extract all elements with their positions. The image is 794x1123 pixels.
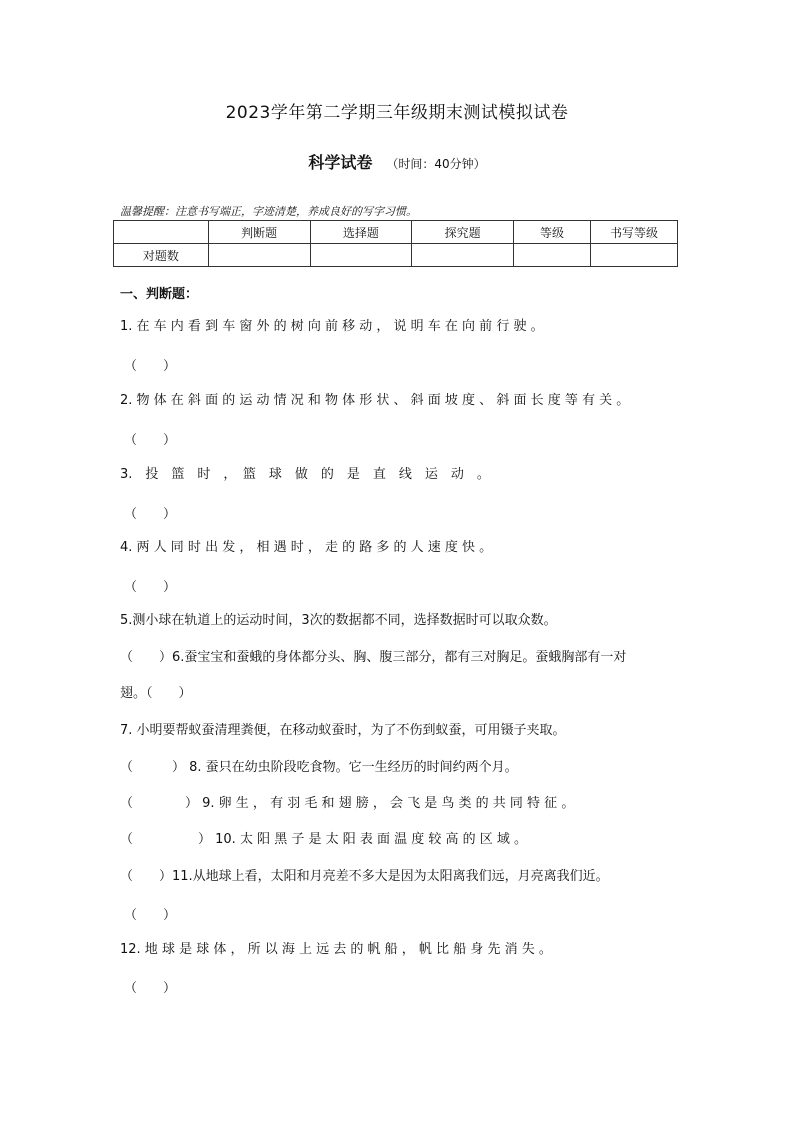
question-11: （ ）11.从地球上看，太阳和月亮差不多大是因为太阳离我们远，月亮离我们近。	[120, 869, 609, 884]
score-cell[interactable]	[412, 244, 514, 267]
question-8: （ ） 8. 蚕只在幼虫阶段吃食物。它一生经历的时间约两个月。	[120, 760, 518, 775]
question-12: 12. 地 球 是 球 体 ， 所 以 海 上 远 去 的 帆 船 ， 帆 比 船 身 先 消 失 。	[120, 942, 552, 957]
question-7: 7. 小明要帮蚁蚕清理粪便，在移动蚁蚕时，为了不伤到蚁蚕，可用镊子夹取。	[120, 723, 566, 738]
answer-blank[interactable]: （ ）	[124, 908, 177, 923]
score-table-header-cell: 探究题	[412, 221, 514, 244]
question-4: 4. 两 人 同 时 出 发 ， 相 遇 时 ， 走 的 路 多 的 人 速 度 快 。	[120, 540, 493, 555]
answer-blank[interactable]: （ ）	[124, 507, 177, 522]
subject-title: 科学试卷	[308, 153, 373, 172]
score-cell[interactable]	[310, 244, 412, 267]
question-3: 3. 投 篮 时 ， 篮 球 做 的 是 直 线 运 动 。	[120, 467, 490, 482]
score-table-header-cell: 书写等级	[591, 221, 678, 244]
question-6: （ ）6.蚕宝宝和蚕蛾的身体都分头、胸、腹三部分，都有三对胸足。蚕蛾胸部有一对	[120, 650, 627, 665]
score-table	[113, 220, 678, 267]
writing-tip: 温馨提醒：注意书写端正，字迹清楚，养成良好的写字习惯。	[120, 205, 417, 218]
score-table-header-cell: 等级	[513, 221, 590, 244]
question-5: 5.测小球在轨道上的运动时间，3次的数据都不同，选择数据时可以取众数。	[120, 613, 557, 628]
score-table-header-cell: 选择题	[310, 221, 412, 244]
score-table-corner-cell	[114, 221, 209, 244]
score-table-row	[114, 244, 678, 267]
question-2: 2. 物 体 在 斜 面 的 运 动 情 况 和 物 体 形 状 、 斜 面 坡 度 、 斜 面 长 度 等 有 关 。	[120, 393, 630, 408]
question-10: （ ） 10. 太 阳 黑 子 是 太 阳 表 面 温 度 较 高 的 区 域 。	[120, 832, 528, 847]
answer-blank[interactable]: （ ）	[124, 433, 177, 448]
score-table-header-cell: 判断题	[208, 221, 310, 244]
question-9: （ ） 9. 卵 生 ， 有 羽 毛 和 翅 膀 ， 会 飞 是 鸟 类 的 共 同 特 征 。	[120, 796, 575, 811]
section-title: 一、判断题：	[120, 287, 199, 302]
subtitle	[0, 150, 794, 173]
score-cell[interactable]	[208, 244, 310, 267]
time-note: （时间：40分钟）	[386, 157, 486, 171]
answer-blank[interactable]: （ ）	[124, 359, 177, 374]
score-table-header-row	[114, 221, 678, 244]
question-6-continued: 翅。（ ）	[120, 686, 192, 701]
score-table-row-label: 对题数	[114, 244, 209, 267]
score-cell[interactable]	[591, 244, 678, 267]
score-cell[interactable]	[513, 244, 590, 267]
page-title: 2023学年第二学期三年级期末测试模拟试卷	[225, 103, 569, 123]
answer-blank[interactable]: （ ）	[124, 580, 177, 595]
answer-blank[interactable]: （ ）	[124, 981, 177, 996]
question-1: 1. 在 车 内 看 到 车 窗 外 的 树 向 前 移 动 ， 说 明 车 在 向 前 行 驶 。	[120, 319, 544, 334]
